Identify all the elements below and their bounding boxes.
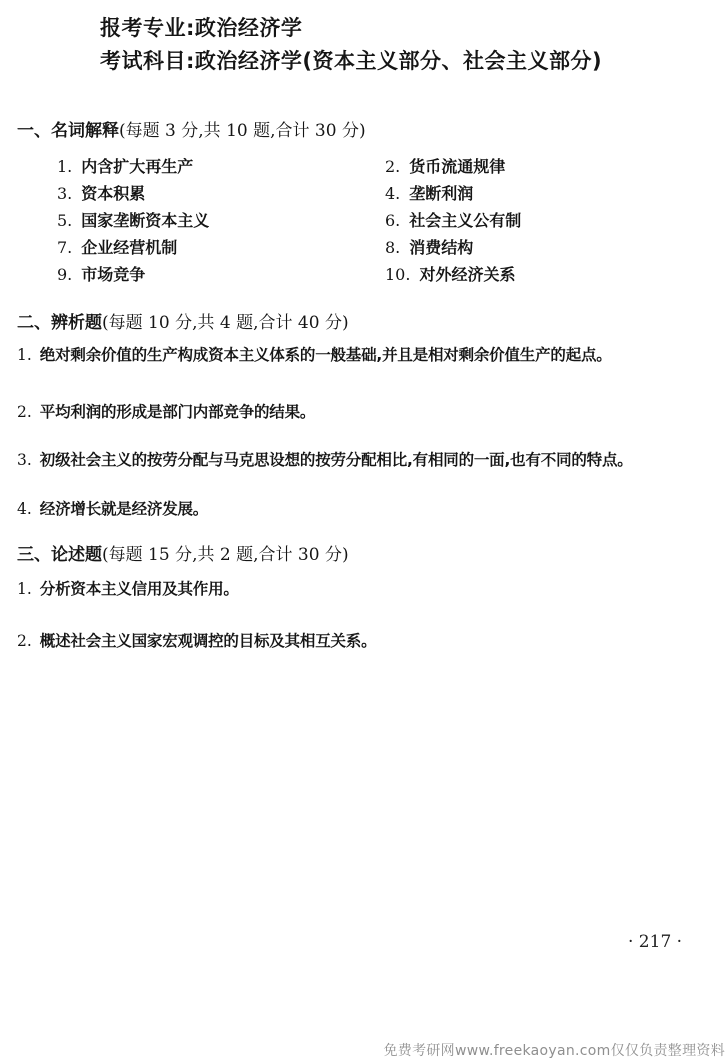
term-number: 2. <box>385 157 401 176</box>
question-text: 经济增长就是经济发展。 <box>39 500 209 518</box>
question-item <box>17 449 719 471</box>
term-number: 5. <box>57 211 73 230</box>
term-number: 4. <box>385 184 401 203</box>
question-item <box>17 401 719 423</box>
subject-line: 考试科目:政治经济学(资本主义部分、社会主义部分) <box>100 49 603 73</box>
term-number: 8. <box>385 238 401 257</box>
exam-header <box>100 12 602 78</box>
section-1-meta: (每题 3 分,共 10 题,合计 30 分) <box>119 121 366 141</box>
term-number: 9. <box>57 265 73 284</box>
term-text: 社会主义公有制 <box>409 211 522 230</box>
question-number: 1. <box>17 580 32 598</box>
question-text: 概述社会主义国家宏观调控的目标及其相互关系。 <box>39 632 377 650</box>
section-3-heading <box>17 542 719 568</box>
term-number: 3. <box>57 184 73 203</box>
question-item <box>17 630 719 652</box>
terms-grid <box>57 152 719 287</box>
term-text: 企业经营机制 <box>81 238 178 257</box>
term-text: 内含扩大再生产 <box>81 157 194 176</box>
term-text: 对外经济关系 <box>419 265 516 284</box>
section-3-title: 三、论述题 <box>17 545 102 565</box>
term-text: 货币流通规律 <box>409 157 506 176</box>
term-item <box>57 181 385 204</box>
term-text: 垄断利润 <box>409 184 474 203</box>
term-item <box>385 154 719 177</box>
question-number: 4. <box>17 500 32 518</box>
section-term-definitions <box>17 118 719 287</box>
term-number: 6. <box>385 211 401 230</box>
question-text: 初级社会主义的按劳分配与马克思设想的按劳分配相比,有相同的一面,也有不同的特点。 <box>39 451 633 469</box>
question-text: 绝对剩余价值的生产构成资本主义体系的一般基础,并且是相对剩余价值生产的起点。 <box>39 346 612 364</box>
question-item <box>17 578 719 600</box>
question-item <box>17 498 719 520</box>
term-text: 市场竞争 <box>81 265 146 284</box>
question-item <box>17 344 719 366</box>
term-text: 国家垄断资本主义 <box>81 211 210 230</box>
question-text: 分析资本主义信用及其作用。 <box>39 580 239 598</box>
question-number: 3. <box>17 451 32 469</box>
section-2-meta: (每题 10 分,共 4 题,合计 40 分) <box>102 313 349 333</box>
term-item <box>385 208 719 231</box>
term-item <box>57 208 385 231</box>
term-item <box>57 235 385 258</box>
term-item <box>385 181 719 204</box>
section-essay-questions <box>17 542 719 652</box>
section-1-title: 一、名词解释 <box>17 121 119 141</box>
term-item <box>385 235 719 258</box>
term-item <box>385 262 719 285</box>
question-number: 2. <box>17 632 32 650</box>
section-1-heading <box>17 118 719 144</box>
term-number: 10. <box>385 265 411 284</box>
question-number: 2. <box>17 403 32 421</box>
question-text: 平均利润的形成是部门内部竞争的结果。 <box>39 403 316 421</box>
term-text: 消费结构 <box>409 238 474 257</box>
term-item <box>57 154 385 177</box>
term-item <box>57 262 385 285</box>
question-number: 1. <box>17 346 32 364</box>
page-number: · 217 · <box>628 932 683 952</box>
section-3-meta: (每题 15 分,共 2 题,合计 30 分) <box>102 545 349 565</box>
section-2-title: 二、辨析题 <box>17 313 102 333</box>
section-analysis-questions <box>17 310 719 520</box>
term-text: 资本积累 <box>81 184 146 203</box>
term-number: 1. <box>57 157 73 176</box>
term-number: 7. <box>57 238 73 257</box>
watermark-text: 免费考研网www.freekaoyan.com仅仅负责整理资料 <box>383 1043 725 1059</box>
section-2-heading <box>17 310 719 336</box>
major-line: 报考专业:政治经济学 <box>100 16 303 40</box>
